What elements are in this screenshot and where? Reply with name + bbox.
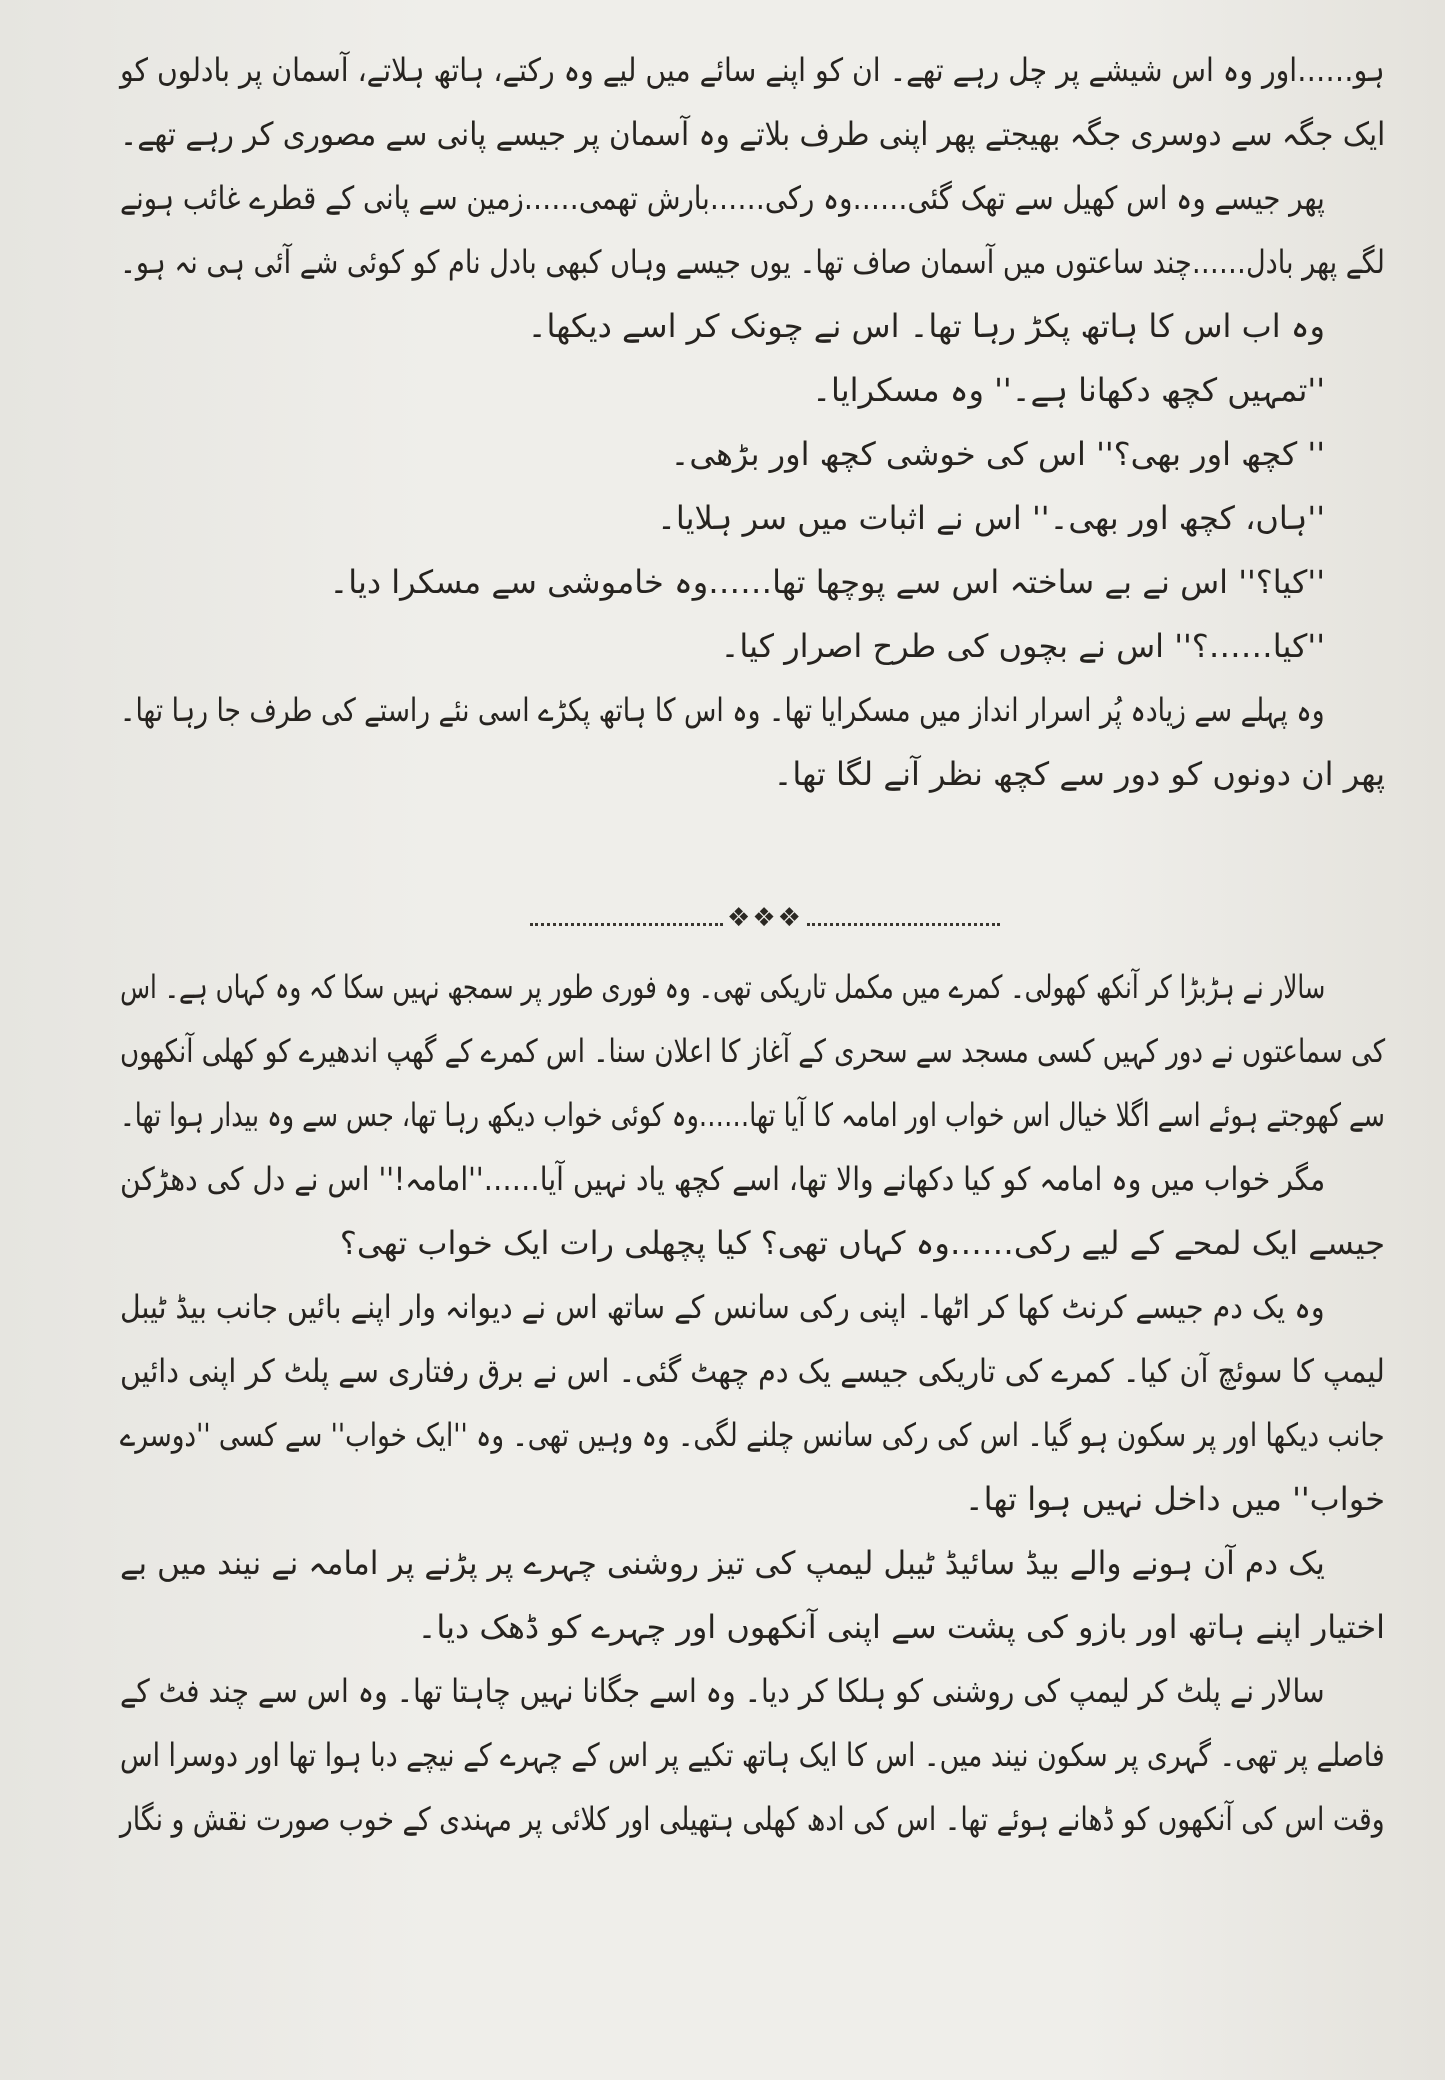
text-line: ''کیا؟'' اس نے بے ساختہ اس سے پوچھا تھا……وہ خاموشی سے مسکرا دیا۔ (329, 563, 1325, 601)
text-line: سے کھوجتے ہوئے اسے اگلا خیال اس خواب اور امامہ کا آیا تھا……وہ کوئی خواب دیکھ رہا تھا، جس سے وہ بیدار ہوا تھا۔ (120, 1096, 1385, 1134)
text-line: وہ پہلے سے زیادہ پُر اسرار انداز میں مسکرایا تھا۔ وہ اس کا ہاتھ پکڑے اسی نئے راستے کی طرف جا رہا تھا۔ (120, 691, 1325, 729)
story-section-awake (120, 955, 1385, 1851)
text-line: کی سماعتوں نے دور کہیں کسی مسجد سے سحری کے آغاز کا اعلان سنا۔ اس کمرے کے گھپ اندھیرے کو کھلی آنکھوں (119, 1032, 1385, 1070)
text-line: ''ہاں، کچھ اور بھی۔'' اس نے اثبات میں سر ہلایا۔ (657, 499, 1325, 537)
divider-dots-right (807, 923, 1000, 926)
divider-ornament: ❖❖❖ (727, 903, 803, 933)
text-line: لیمپ کا سوئچ آن کیا۔ کمرے کی تاریکی جیسے یک دم چھٹ گئی۔ اس نے برق رفتاری سے پلٹ کر اپنی دائیں (120, 1352, 1385, 1390)
text-line: خواب'' میں داخل نہیں ہوا تھا۔ (964, 1480, 1385, 1518)
text-line: جانب دیکھا اور پر سکون ہو گیا۔ اس کی رکی سانس چلنے لگی۔ وہ وہیں تھی۔ وہ ''ایک خواب'' سے کسی ''دوسرے (120, 1416, 1385, 1454)
text-line: ہو……اور وہ اس شیشے پر چل رہے تھے۔ ان کو اپنے سائے میں لیے وہ رکتے، ہاتھ ہلاتے، آسمان پر بادلوں کو (120, 51, 1385, 89)
text-line: پھر ان دونوں کو دور سے کچھ نظر آنے لگا تھا۔ (773, 755, 1385, 793)
text-line: سالار نے ہڑبڑا کر آنکھ کھولی۔ کمرے میں مکمل تاریکی تھی۔ وہ فوری طور پر سمجھ نہیں سکا کہ وہ کہاں ہے۔ اس (119, 968, 1325, 1006)
story-section-dream (120, 38, 1385, 806)
text-line: وہ اب اس کا ہاتھ پکڑ رہا تھا۔ اس نے چونک کر اسے دیکھا۔ (527, 307, 1325, 345)
text-line: ایک جگہ سے دوسری جگہ بھیجتے پھر اپنی طرف بلاتے وہ آسمان پر جیسے پانی سے مصوری کر رہے تھے۔ (119, 115, 1385, 153)
text-line: مگر خواب میں وہ امامہ کو کیا دکھانے والا تھا، اسے کچھ یاد نہیں آیا……''امامہ!'' اس نے دل کی دھڑکن (119, 1160, 1325, 1198)
text-line: فاصلے پر تھی۔ گہری پر سکون نیند میں۔ اس کا ایک ہاتھ تکیے پر اس کے چہرے کے نیچے دبا ہوا تھا اور دوسرا اس (120, 1736, 1385, 1774)
text-line: ''کیا……؟'' اس نے بچوں کی طرح اصرار کیا۔ (720, 627, 1325, 665)
text-line: وقت اس کی آنکھوں کو ڈھانے ہوئے تھا۔ اس کی ادھ کھلی ہتھیلی اور کلائی پر مہندی کے خوب صورت نقش و نگار (120, 1800, 1385, 1838)
text-line: سالار نے پلٹ کر لیمپ کی روشنی کو ہلکا کر دیا۔ وہ اسے جگانا نہیں چاہتا تھا۔ وہ اس سے چند فٹ کے (120, 1672, 1325, 1710)
section-divider (530, 898, 1000, 938)
text-line: '' کچھ اور بھی؟'' اس کی خوشی کچھ اور بڑھی۔ (670, 435, 1325, 473)
text-line: پھر جیسے وہ اس کھیل سے تھک گئی……وہ رکی……بارش تھمی……زمین سے پانی کے قطرے غائب ہونے (120, 179, 1325, 217)
text-line: لگے پھر بادل……چند ساعتوں میں آسمان صاف تھا۔ یوں جیسے وہاں کبھی بادل نام کو کوئی شے آئی ہی نہ ہو۔ (120, 243, 1385, 281)
text-line: یک دم آن ہونے والے بیڈ سائیڈ ٹیبل لیمپ کی تیز روشنی چہرے پر پڑنے پر امامہ نے نیند میں بے (120, 1544, 1325, 1582)
text-line: وہ یک دم جیسے کرنٹ کھا کر اٹھا۔ اپنی رکی سانس کے ساتھ اس نے دیوانہ وار اپنے بائیں جانب بیڈ ٹیبل (120, 1288, 1325, 1326)
text-line: ''تمہیں کچھ دکھانا ہے۔'' وہ مسکرایا۔ (812, 371, 1325, 409)
text-line: جیسے ایک لمحے کے لیے رکی……وہ کہاں تھی؟ کیا پچھلی رات ایک خواب تھی؟ (339, 1224, 1385, 1262)
divider-dots-left (530, 923, 723, 926)
text-line: اختیار اپنے ہاتھ اور بازو کی پشت سے اپنی آنکھوں اور چہرے کو ڈھک دیا۔ (417, 1608, 1385, 1646)
